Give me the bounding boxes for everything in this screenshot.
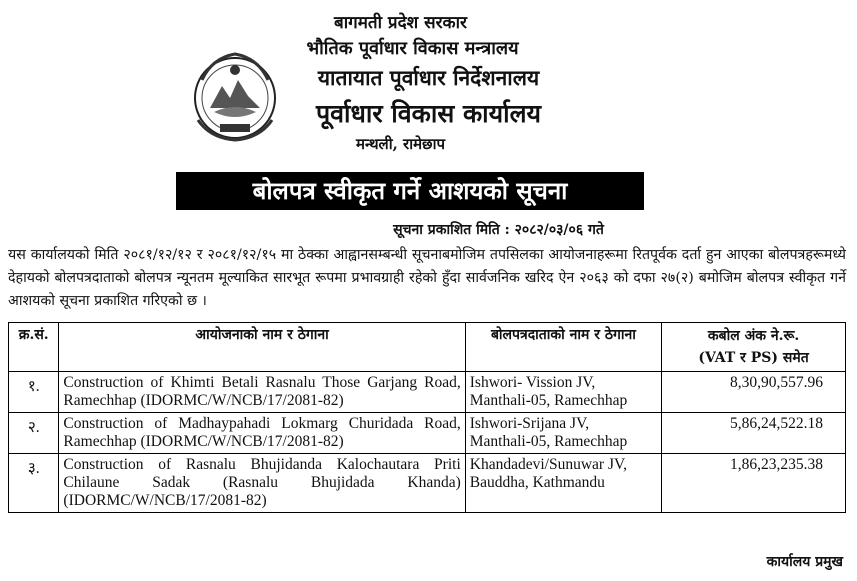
amount-header-line1: कबोल अंक ने.रू. <box>707 328 800 344</box>
table-row <box>9 413 846 454</box>
row-sn: २. <box>9 413 59 454</box>
header-province: बागमती प्रदेश सरकार <box>334 13 467 33</box>
row-project: Construction of Khimti Betali Rasnalu Those Garjang Road, Ramechhap (IDORMC/W/NCB/17/2081-82) <box>59 372 465 413</box>
bidder-name: Khandadevi/Sunuwar JV, <box>469 456 628 473</box>
header-location: मन्थली, रामेछाप <box>356 135 445 153</box>
header-ministry: भौतिक पूर्वाधार विकास मन्त्रालय <box>306 38 519 59</box>
header-directorate: यातायात पूर्वाधार निर्देशनालय <box>317 65 540 90</box>
notice-body: यस कार्यालयको मिति २०८१/१२/१२ र २०८१/१२/१५ मा ठेक्का आह्वानसम्बन्धी सूचनाबमोजिम तपसिलका आयोजनाहरूमा रितपूर्वक दर्ता हुन आएका बोलपत्रहरूमध्ये देहायको बोलपत्रदाताको बोलपत्र न्यूनतम मूल्याकित सारभूत रूपमा प्रभावग्राही रहेको हुँदा सार्वजनिक खरिद ऐन २०६३ को दफा २७(२) बमोजिम बोलपत्र स्वीकृत गर्ने आशयको सूचना प्रकाशित गरिएको छ । <box>8 247 846 309</box>
signature-office-chief: कार्यालय प्रमुख <box>766 554 843 570</box>
table-row <box>9 372 846 413</box>
col-sn-header: क्र.सं. <box>9 323 59 372</box>
row-bidder <box>465 413 661 454</box>
contracts-table <box>8 322 846 513</box>
col-amount-header <box>662 323 846 372</box>
col-project-header: आयोजनाको नाम र ठेगाना <box>59 323 465 372</box>
row-sn: ३. <box>9 454 59 513</box>
row-sn: १. <box>9 372 59 413</box>
notice-title: बोलपत्र स्वीकृत गर्ने आशयको सूचना <box>176 172 644 210</box>
row-bidder <box>465 454 661 513</box>
header-office: पूर्वाधार विकास कार्यालय <box>315 99 542 128</box>
bidder-address: Bauddha, Kathmandu <box>469 474 605 491</box>
bidder-name: Ishwori-Srijana JV, <box>469 415 590 432</box>
col-bidder-header: बोलपत्रदाताको नाम र ठेगाना <box>465 323 661 372</box>
publish-date: सूचना प्रकाशित मिति : २०८२/०३/०६ गते <box>393 222 604 238</box>
bidder-address: Manthali-05, Ramechhap <box>469 433 628 450</box>
row-bidder <box>465 372 661 413</box>
amount-header-line2: (VAT र PS) समेत <box>698 350 809 366</box>
letterhead <box>0 0 857 160</box>
row-amount: 1,86,23,235.38 <box>662 454 846 513</box>
row-amount: 5,86,24,522.18 <box>662 413 846 454</box>
row-project: Construction of Rasnalu Bhujidanda Kalochautara Priti Chilaune Sadak (Rasnalu Bhujidada Khanda) (IDORMC/W/NCB/17/2081-82) <box>59 454 465 513</box>
row-project: Construction of Madhaypahadi Lokmarg Churidada Road, Ramechhap (IDORMC/W/NCB/17/2081-82) <box>59 413 465 454</box>
table-row <box>9 454 846 513</box>
table-header-row <box>9 323 846 372</box>
bidder-address: Manthali-05, Ramechhap <box>469 392 628 409</box>
bidder-name: Ishwori- Vission JV, <box>469 374 596 391</box>
row-amount: 8,30,90,557.96 <box>662 372 846 413</box>
